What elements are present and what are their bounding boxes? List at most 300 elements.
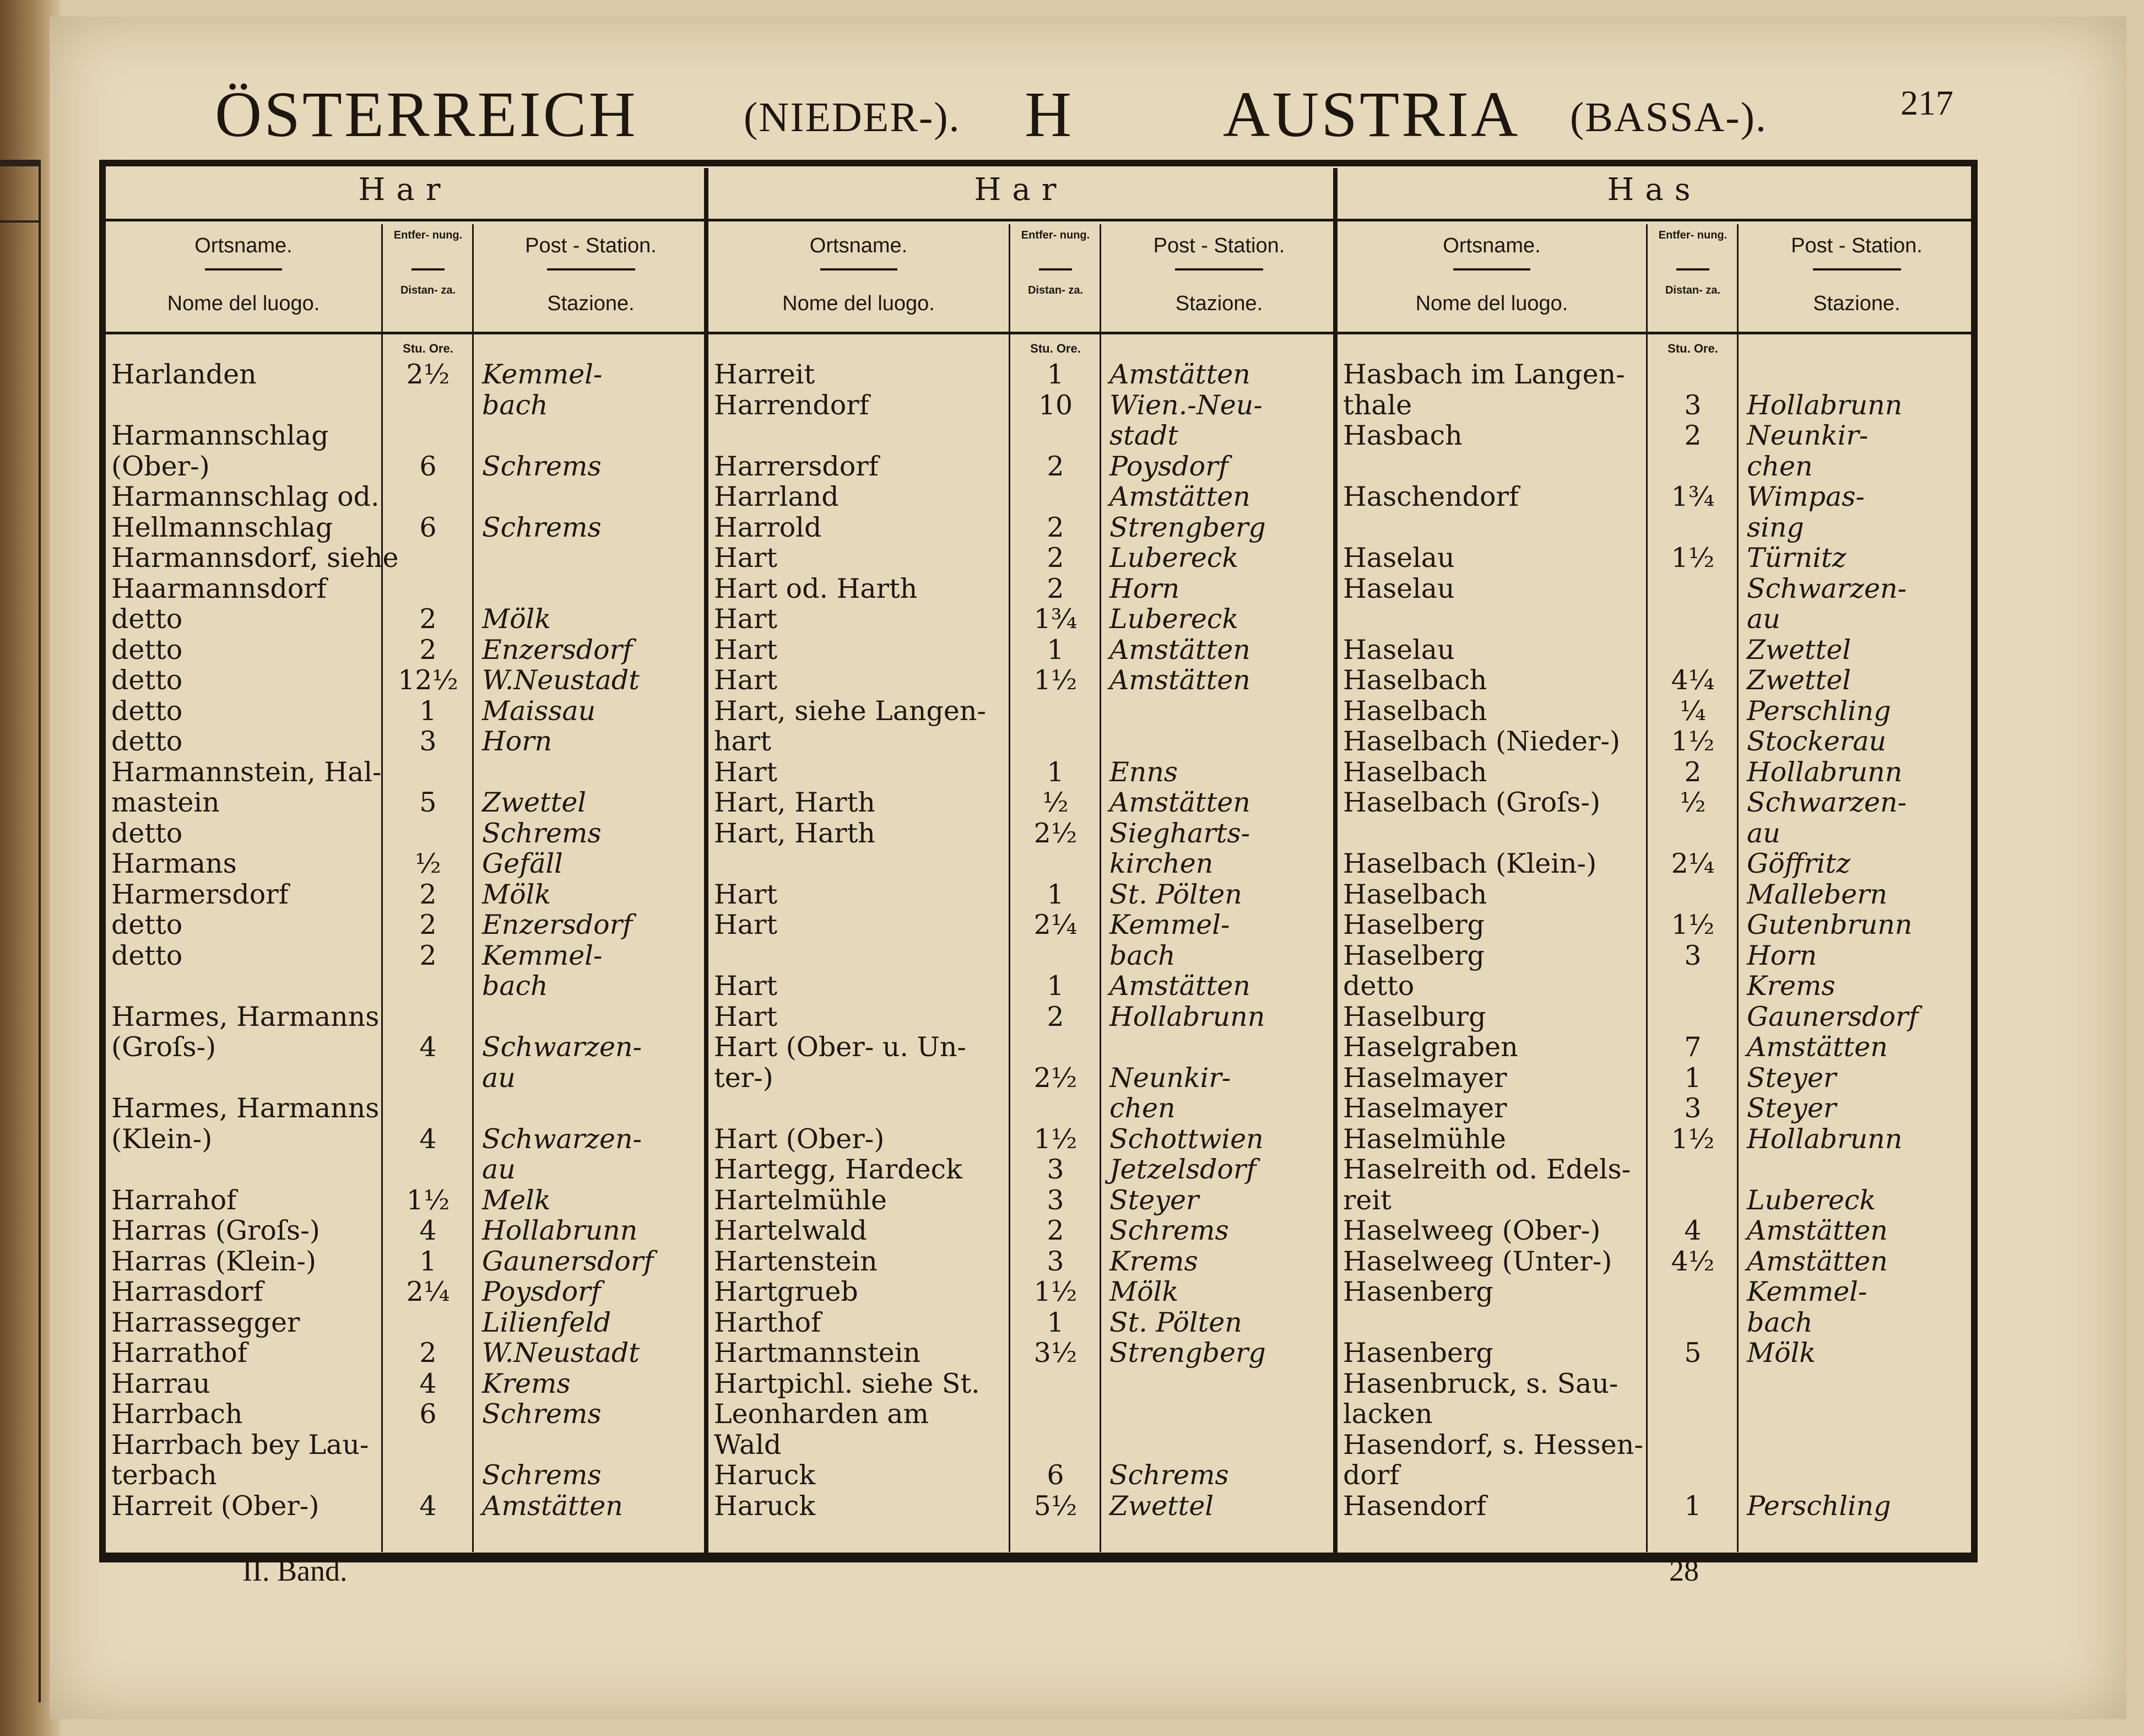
- post-station: sing: [1747, 511, 1804, 543]
- table-row: [1338, 879, 1971, 910]
- post-station: Hollabrunn: [1109, 1001, 1265, 1032]
- post-station: Mölk: [1747, 1337, 1816, 1369]
- table-row: [1338, 726, 1971, 757]
- table-row: [708, 1277, 1333, 1307]
- table-row: [1338, 359, 1971, 390]
- post-station: Krems: [1747, 970, 1836, 1002]
- post-station: bach: [482, 389, 548, 421]
- header-name-de: Ortsname.: [1443, 234, 1541, 257]
- table-row: [708, 1246, 1333, 1277]
- post-station: Poysdorf: [482, 1276, 601, 1307]
- post-station: bach: [1747, 1306, 1813, 1338]
- place-name: terbach: [111, 1459, 217, 1491]
- table-row: [708, 604, 1333, 635]
- post-station: Amstätten: [1747, 1215, 1888, 1246]
- post-station: Gaunersdorf: [1747, 1001, 1919, 1032]
- rule: [1039, 268, 1072, 271]
- distance: 2: [419, 603, 437, 635]
- place-name: Haselweeg (Ober-): [1343, 1215, 1601, 1246]
- post-station: stadt: [1109, 420, 1179, 451]
- distance: 2: [1684, 420, 1702, 451]
- place-name: mastein: [111, 787, 220, 818]
- header-dist-it: Distan- za.: [1027, 284, 1084, 296]
- distance: 1½: [1671, 909, 1715, 940]
- place-name: Hasendorf, s. Hessen-: [1343, 1429, 1643, 1461]
- place-name: Harrathof: [111, 1337, 247, 1369]
- table-row: [1338, 482, 1971, 512]
- header-dist-de: Entfer- nung.: [1658, 229, 1728, 241]
- table-row: [1338, 1460, 1971, 1491]
- table-row: [1338, 420, 1971, 451]
- distance: 1½: [1671, 726, 1715, 757]
- table-row: [1338, 1369, 1971, 1399]
- post-station: Schwarzen-: [1747, 572, 1907, 604]
- place-name: dorf: [1343, 1459, 1400, 1491]
- place-name: Harmes, Harmanns: [111, 1001, 380, 1032]
- distance: 3: [1684, 939, 1702, 971]
- place-name: Hart: [714, 878, 778, 910]
- post-station: Schwarzen-: [482, 1031, 642, 1063]
- table-row: [106, 1124, 704, 1155]
- table-row: [708, 390, 1333, 421]
- distance: 2½: [1033, 1062, 1078, 1094]
- header-station-de: Post - Station.: [1791, 234, 1923, 257]
- place-name: Harmannschlag od.: [111, 481, 380, 512]
- table-row: [1338, 635, 1971, 666]
- table-row: [106, 665, 704, 696]
- table-row: [1338, 1093, 1971, 1124]
- post-station: Schwarzen-: [482, 1123, 642, 1155]
- post-station: St. Pölten: [1109, 878, 1242, 910]
- place-name: reit: [1343, 1184, 1392, 1216]
- distance: 2: [419, 634, 437, 666]
- table-row: [1338, 390, 1971, 421]
- distance: 5: [1684, 1337, 1702, 1369]
- distance: 2: [1047, 1001, 1064, 1032]
- post-station: Lubereck: [1109, 603, 1239, 635]
- table-row: [1338, 696, 1971, 727]
- post-station: Hollabrunn: [1747, 1123, 1903, 1155]
- distance: 6: [419, 511, 437, 543]
- post-station: Zwettel: [482, 787, 587, 818]
- post-station: Schrems: [482, 1459, 602, 1491]
- distance: ½: [1042, 787, 1069, 818]
- distance: 4: [419, 1031, 437, 1063]
- units-label: Stu. Ore.: [1030, 342, 1081, 355]
- place-name: Haselberg: [1343, 939, 1485, 971]
- rule: [205, 268, 282, 271]
- table-row: [708, 1032, 1333, 1063]
- table-row: [708, 1002, 1333, 1032]
- distance: 4¼: [1671, 664, 1715, 696]
- post-station: Siegharts-: [1109, 817, 1250, 849]
- table-row: [1338, 1063, 1971, 1094]
- place-name: detto: [1343, 970, 1415, 1002]
- table-row: [708, 512, 1333, 543]
- place-name: Harmersdorf: [111, 878, 289, 910]
- rule: [106, 332, 704, 334]
- table-row: [106, 512, 704, 543]
- distance: 1: [1684, 1490, 1702, 1522]
- place-name: detto: [111, 817, 183, 849]
- header-dist-it: Distan- za.: [400, 284, 456, 296]
- post-station: Hollabrunn: [1747, 756, 1903, 788]
- rule: [1338, 219, 1971, 221]
- page-number: 217: [1901, 83, 1953, 122]
- table-row: [708, 1399, 1333, 1430]
- place-name: Haselreith od. Edels-: [1343, 1154, 1631, 1185]
- place-name: Haselweeg (Unter-): [1343, 1245, 1612, 1277]
- place-name: Haruck: [714, 1459, 816, 1491]
- table-row: [106, 420, 704, 451]
- rule: [547, 268, 635, 271]
- place-name: Hart: [714, 970, 778, 1002]
- post-station: Gutenbrunn: [1747, 909, 1913, 940]
- post-station: Gefäll: [482, 848, 563, 879]
- table-row: [708, 1369, 1333, 1399]
- place-name: Haselmayer: [1343, 1062, 1507, 1094]
- rule: [1676, 268, 1709, 271]
- table-row: [106, 574, 704, 604]
- table-row: [708, 910, 1333, 940]
- place-name: Harrahof: [111, 1184, 237, 1216]
- table-row: [106, 848, 704, 879]
- table-row: [106, 604, 704, 635]
- distance: 1: [419, 1245, 437, 1277]
- distance: 12½: [398, 664, 458, 696]
- post-station: kirchen: [1109, 848, 1214, 879]
- table-row: [1338, 1338, 1971, 1369]
- distance: 1½: [1033, 1276, 1078, 1307]
- table-row: [106, 1338, 704, 1369]
- table-column: [1338, 166, 1971, 1555]
- distance: 4: [419, 1123, 437, 1155]
- table-row: [106, 818, 704, 849]
- distance: 3: [419, 726, 437, 757]
- post-station: Lubereck: [1109, 542, 1239, 574]
- place-name: Harrau: [111, 1367, 210, 1399]
- distance: 7: [1684, 1031, 1702, 1063]
- table-row: [106, 635, 704, 666]
- table-column: [106, 166, 704, 1555]
- table-row: [708, 1491, 1333, 1522]
- distance: 2: [1047, 511, 1064, 543]
- post-station: au: [1747, 603, 1780, 635]
- post-station: Neunkir-: [1109, 1062, 1231, 1094]
- table-row: [708, 818, 1333, 849]
- rule: [1338, 332, 1971, 334]
- distance: 4: [1684, 1215, 1702, 1246]
- table-row: [708, 543, 1333, 574]
- place-name: Harmes, Harmanns: [111, 1093, 380, 1124]
- rule: [412, 268, 445, 271]
- place-name: Haselbach: [1343, 756, 1487, 788]
- post-station: Kemmel-: [1747, 1276, 1867, 1307]
- header-dist-it: Distan- za.: [1665, 284, 1721, 296]
- post-station: Zwettel: [1109, 1490, 1214, 1522]
- table-row: [1338, 1246, 1971, 1277]
- rule: [1453, 268, 1530, 271]
- post-station: Amstätten: [1109, 787, 1250, 818]
- table-row: [708, 1307, 1333, 1338]
- post-station: Krems: [482, 1367, 571, 1399]
- place-name: Harrold: [714, 511, 822, 543]
- distance: ¼: [1680, 695, 1706, 727]
- place-name: Haselberg: [1343, 909, 1485, 940]
- distance: 1: [1047, 359, 1064, 390]
- distance: ½: [415, 848, 441, 879]
- group-heading: Has: [1607, 172, 1702, 208]
- distance: 1½: [1671, 542, 1715, 574]
- post-station: bach: [482, 970, 548, 1002]
- distance: 6: [419, 450, 437, 482]
- post-station: Enzersdorf: [482, 634, 633, 666]
- post-station: Hollabrunn: [1747, 389, 1903, 421]
- table-row: [106, 1032, 704, 1063]
- table-row: [106, 910, 704, 940]
- place-name: Hartegg, Hardeck: [714, 1154, 962, 1185]
- table-row: [708, 1460, 1333, 1491]
- distance: 4: [419, 1367, 437, 1399]
- post-station: Enzersdorf: [482, 909, 633, 940]
- table-row: [106, 1093, 704, 1124]
- table-row: [1338, 1124, 1971, 1155]
- distance: 1: [1047, 1306, 1064, 1338]
- place-name: hart: [714, 726, 771, 757]
- distance: 3: [1684, 389, 1702, 421]
- table-row: [708, 1338, 1333, 1369]
- distance: 3½: [1033, 1337, 1078, 1369]
- place-name: (Groſs-): [111, 1031, 216, 1063]
- table-row: [1338, 848, 1971, 879]
- post-station: Schrems: [482, 511, 602, 543]
- table-row: [1338, 1399, 1971, 1430]
- place-name: Hart, Harth: [714, 787, 875, 818]
- table-row: [106, 1430, 704, 1461]
- post-station: Mallebern: [1747, 878, 1888, 910]
- table-row: [106, 451, 704, 482]
- table-row: [106, 940, 704, 971]
- table-row: [708, 1093, 1333, 1124]
- place-name: detto: [111, 909, 183, 940]
- place-name: Hartelmühle: [714, 1184, 887, 1216]
- post-station: Maissau: [482, 695, 596, 727]
- table-row: [106, 971, 704, 1002]
- table-row: [1338, 971, 1971, 1002]
- distance: 2: [419, 1337, 437, 1369]
- table-row: [106, 726, 704, 757]
- place-name: Hellmannschlag: [111, 511, 333, 543]
- table-column: [708, 166, 1333, 1555]
- place-name: Haselbach: [1343, 664, 1487, 696]
- distance: ½: [1680, 787, 1706, 818]
- place-name: Haschendorf: [1343, 481, 1519, 512]
- title-right-sub: (BASSA-).: [1570, 94, 1767, 140]
- place-name: ter-): [714, 1062, 773, 1094]
- place-name: Harrland: [714, 481, 839, 512]
- post-station: Göffritz: [1747, 848, 1850, 879]
- table-row: [106, 1399, 704, 1430]
- post-station: Amstätten: [1109, 664, 1250, 696]
- distance: 1: [1047, 756, 1064, 788]
- table-row: [106, 1063, 704, 1094]
- place-name: (Klein-): [111, 1123, 213, 1155]
- header-name-de: Ortsname.: [809, 234, 908, 257]
- table-row: [708, 696, 1333, 727]
- place-name: Harrendorf: [714, 389, 869, 421]
- post-station: Schrems: [482, 1398, 602, 1430]
- section-letter: H: [1025, 78, 1074, 150]
- table-row: [106, 543, 704, 574]
- place-name: Hart: [714, 1001, 778, 1032]
- post-station: Steyer: [1747, 1093, 1837, 1124]
- table-row: [708, 757, 1333, 788]
- units-label: Stu. Ore.: [403, 342, 453, 355]
- distance: 3: [1684, 1093, 1702, 1124]
- table-row: [1338, 1491, 1971, 1522]
- place-name: Hartelwald: [714, 1215, 867, 1246]
- post-station: Zwettel: [1747, 664, 1851, 696]
- post-station: Mölk: [482, 603, 551, 635]
- table-row: [1338, 512, 1971, 543]
- header-name-de: Ortsname.: [194, 234, 293, 257]
- post-station: Krems: [1109, 1245, 1198, 1277]
- place-name: Haselbach: [1343, 695, 1487, 727]
- place-name: Hart: [714, 756, 778, 788]
- post-station: au: [482, 1062, 516, 1094]
- place-name: Haselbach (Nieder-): [1343, 726, 1621, 757]
- distance: 1½: [406, 1184, 450, 1216]
- place-name: Haselgraben: [1343, 1031, 1518, 1063]
- post-station: Strengberg: [1109, 1337, 1266, 1369]
- title-right: AUSTRIA: [1223, 78, 1520, 150]
- table-row: [708, 482, 1333, 512]
- place-name: Hasendorf: [1343, 1490, 1487, 1522]
- table-row: [1338, 665, 1971, 696]
- table-row: [708, 879, 1333, 910]
- distance: 2½: [1033, 817, 1078, 849]
- table-row: [708, 1154, 1333, 1185]
- post-station: Steyer: [1747, 1062, 1837, 1094]
- place-name: Harrassegger: [111, 1306, 300, 1338]
- place-name: Hasbach im Langen-: [1343, 359, 1625, 390]
- header-station-it: Stazione.: [1175, 292, 1263, 315]
- place-name: Hart: [714, 542, 778, 574]
- distance: 1: [1047, 634, 1064, 666]
- place-name: Hart: [714, 603, 778, 635]
- distance: 6: [1047, 1459, 1064, 1491]
- place-name: Hasenbruck, s. Sau-: [1343, 1367, 1618, 1399]
- post-station: Gaunersdorf: [482, 1245, 654, 1277]
- distance: 1½: [1033, 664, 1078, 696]
- table-header: [1338, 224, 1971, 329]
- group-heading: Har: [974, 172, 1068, 208]
- post-station: Schrems: [482, 817, 602, 849]
- post-station: Mölk: [482, 878, 551, 910]
- header-station-de: Post - Station.: [1153, 234, 1285, 257]
- place-name: Hart (Ober- u. Un-: [714, 1031, 966, 1063]
- table-row: [106, 1307, 704, 1338]
- distance: 2¼: [406, 1276, 450, 1307]
- table-row: [708, 940, 1333, 971]
- place-name: Hasbach: [1343, 420, 1463, 451]
- distance: 2: [419, 909, 437, 940]
- table-row: [708, 1124, 1333, 1155]
- rule: [1813, 268, 1901, 271]
- table-row: [106, 1277, 704, 1307]
- table-row: [1338, 818, 1971, 849]
- place-name: Haruck: [714, 1490, 816, 1522]
- post-station: Amstätten: [1109, 481, 1250, 512]
- place-name: Harras (Klein-): [111, 1245, 317, 1277]
- place-name: Harrbach: [111, 1398, 243, 1430]
- rule: [106, 219, 704, 221]
- distance: 2: [1047, 450, 1064, 482]
- distance: 1½: [1671, 1123, 1715, 1155]
- place-name: Leonharden am: [714, 1398, 929, 1430]
- post-station: Wien.-Neu-: [1109, 389, 1263, 421]
- place-name: detto: [111, 634, 183, 666]
- table-row: [1338, 574, 1971, 604]
- post-station: Amstätten: [482, 1490, 623, 1522]
- place-name: Hart od. Harth: [714, 572, 918, 604]
- post-station: chen: [1747, 450, 1813, 482]
- post-station: bach: [1109, 939, 1176, 971]
- post-station: Mölk: [1109, 1276, 1179, 1307]
- table-row: [106, 482, 704, 512]
- volume-label: II. Band.: [242, 1554, 348, 1587]
- place-name: Hartgrueb: [714, 1276, 858, 1307]
- post-station: Schwarzen-: [1747, 787, 1907, 818]
- place-name: Harmannsdorf, siehe: [111, 542, 399, 574]
- place-name: Hart, Harth: [714, 817, 875, 849]
- header-dist-de: Entfer- nung.: [1021, 229, 1090, 241]
- place-name: Hasenberg: [1343, 1337, 1493, 1369]
- page-header: [215, 77, 1867, 165]
- place-name: Haselau: [1343, 634, 1455, 666]
- post-station: St. Pölten: [1109, 1306, 1242, 1338]
- place-name: Hart: [714, 664, 778, 696]
- place-name: Haselmühle: [1343, 1123, 1507, 1155]
- header-dist-de: Entfer- nung.: [393, 229, 463, 241]
- place-name: Haarmannsdorf: [111, 572, 327, 604]
- post-station: Kemmel-: [482, 939, 603, 971]
- distance: 4: [419, 1215, 437, 1246]
- place-name: (Ober-): [111, 450, 210, 482]
- table-row: [106, 1491, 704, 1522]
- place-name: detto: [111, 664, 183, 696]
- post-station: Horn: [1747, 939, 1817, 971]
- table-row: [106, 390, 704, 421]
- header-name-it: Nome del luogo.: [1415, 292, 1568, 315]
- distance: 5½: [1033, 1490, 1078, 1522]
- rule: [708, 219, 1333, 221]
- post-station: Schrems: [1109, 1459, 1229, 1491]
- post-station: Melk: [482, 1184, 551, 1216]
- post-station: Lubereck: [1747, 1184, 1876, 1216]
- post-station: Schottwien: [1109, 1123, 1264, 1155]
- distance: 3: [1047, 1154, 1064, 1185]
- table-row: [708, 420, 1333, 451]
- header-station-de: Post - Station.: [525, 234, 657, 257]
- post-station: Lilienfeld: [482, 1306, 611, 1338]
- post-station: Amstätten: [1747, 1245, 1888, 1277]
- place-name: Haselbach (Klein-): [1343, 848, 1597, 879]
- post-station: Jetzelsdorf: [1109, 1154, 1257, 1185]
- table-row: [708, 359, 1333, 390]
- distance: 2: [1047, 572, 1064, 604]
- table-row: [1338, 1185, 1971, 1216]
